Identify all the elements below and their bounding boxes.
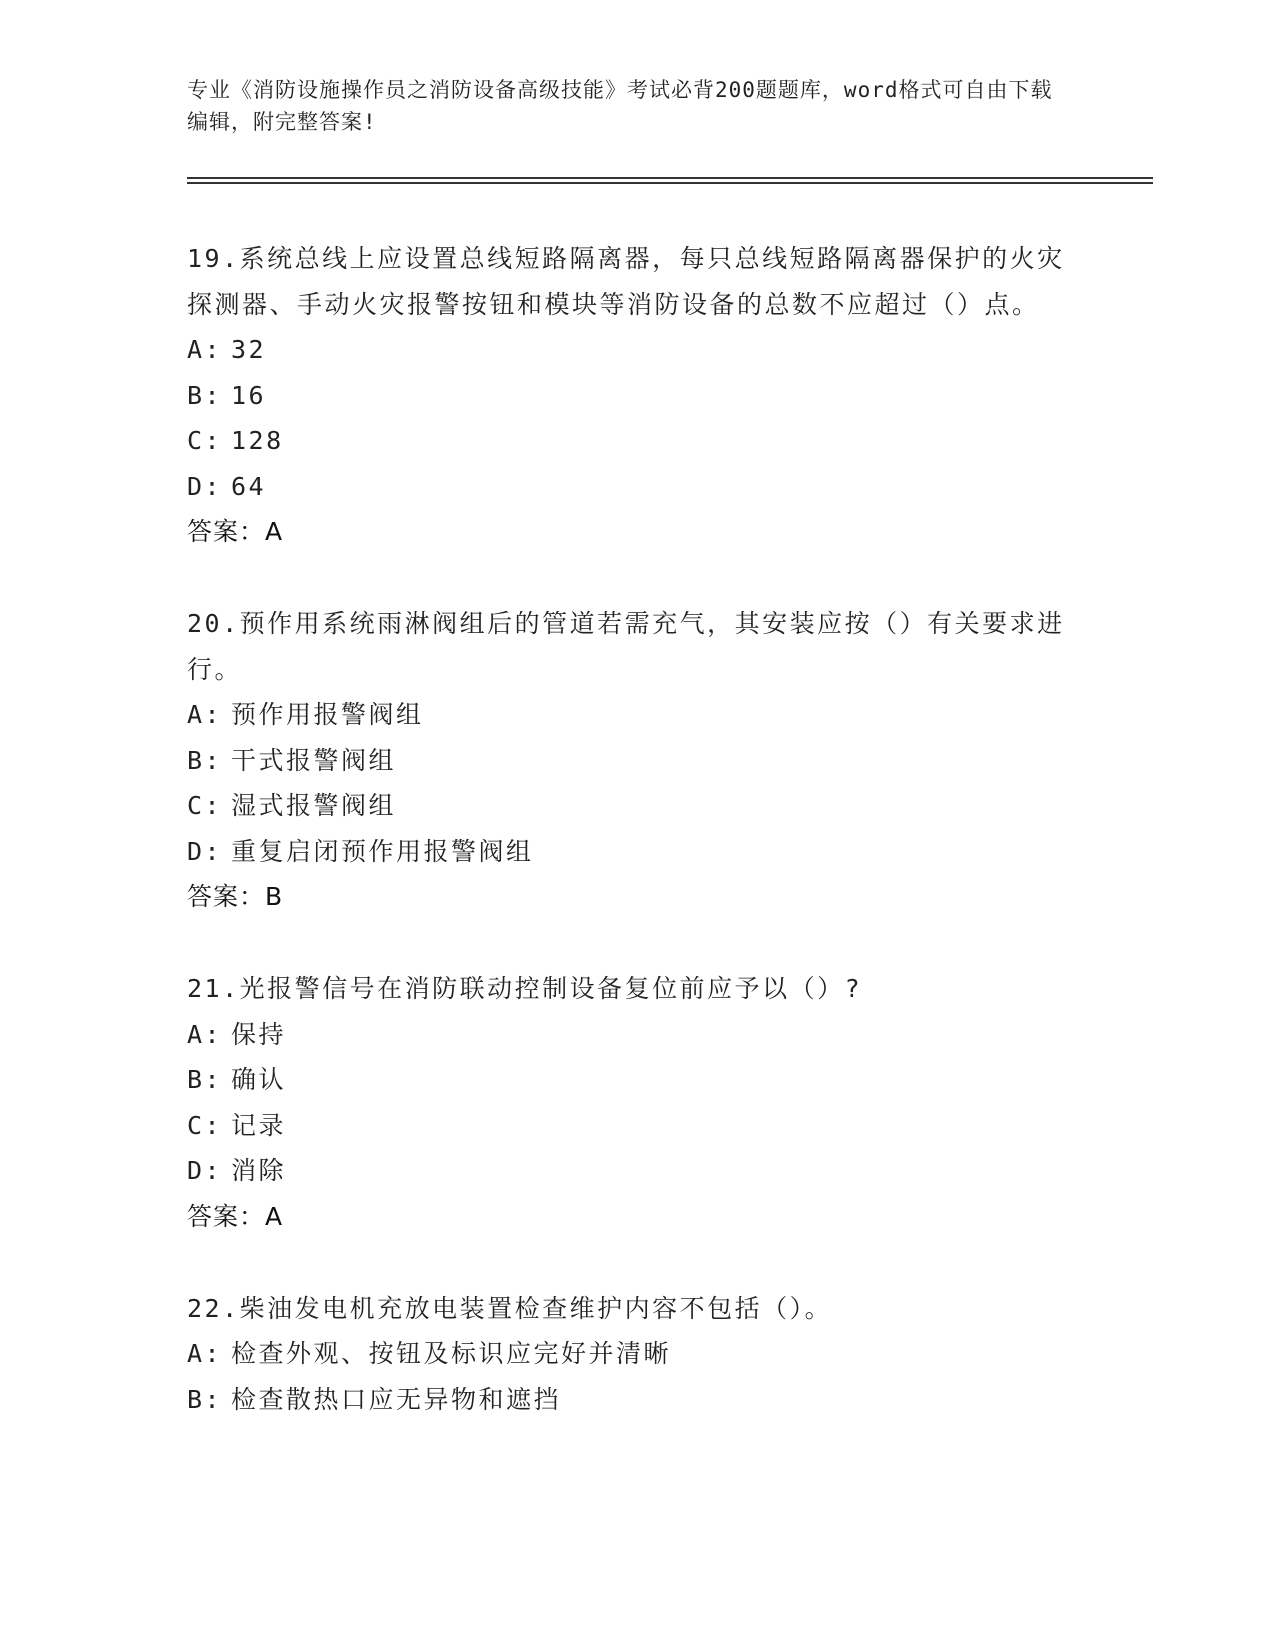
option-text: 检查散热口应无异物和遮挡: [231, 1384, 562, 1414]
question-22: [187, 1286, 1087, 1423]
option-text: 32: [231, 335, 267, 364]
option-key: C:: [187, 1110, 223, 1140]
option-b: [187, 373, 1087, 419]
option-key: C:: [187, 791, 223, 820]
question-19: [187, 236, 1087, 555]
option-key: A:: [187, 1019, 223, 1049]
answer-line: 答案：A: [187, 517, 284, 546]
option-key: A:: [187, 335, 223, 364]
option-b: [187, 1377, 1087, 1423]
option-c: [187, 418, 1087, 464]
option-text: 记录: [231, 1110, 287, 1140]
option-b: [187, 1057, 1087, 1103]
option-text: 确认: [231, 1065, 287, 1094]
option-key: C:: [187, 426, 223, 455]
option-text: 预作用报警阀组: [231, 700, 424, 729]
option-text: 128: [231, 426, 284, 455]
option-text: 保持: [231, 1019, 287, 1049]
option-key: D:: [187, 1156, 223, 1185]
option-key: B:: [187, 745, 223, 775]
header-text: 专业《消防设施操作员之消防设备高级技能》考试必背200题题库，word格式可自由下载编辑，附完整答案!: [187, 78, 1053, 134]
option-key: B:: [187, 380, 223, 410]
option-a: [187, 1331, 1087, 1377]
question-stem: 22.柴油发电机充放电装置检查维护内容不包括（）。: [187, 1293, 833, 1323]
option-key: A:: [187, 1339, 223, 1368]
option-text: 16: [231, 380, 267, 410]
option-text: 重复启闭预作用报警阀组: [231, 836, 534, 866]
option-text: 湿式报警阀组: [231, 791, 397, 820]
option-a: [187, 1012, 1087, 1058]
question-list: [187, 236, 1087, 1468]
option-c: [187, 783, 1087, 829]
header-divider-top: [187, 177, 1153, 179]
option-text: 检查外观、按钮及标识应完好并清晰: [231, 1339, 672, 1368]
question-stem: 19.系统总线上应设置总线短路隔离器，每只总线短路隔离器保护的火灾探测器、手动火灾报警按钮和模块等消防设备的总数不应超过（）点。: [187, 244, 1065, 319]
answer-line: 答案：B: [187, 882, 284, 911]
option-a: [187, 327, 1087, 373]
answer-line: 答案：A: [187, 1201, 284, 1231]
document-header: [187, 74, 1067, 138]
question-stem: 20.预作用系统雨淋阀组后的管道若需充气，其安装应按（）有关要求进行。: [187, 609, 1065, 684]
question-stem: 21.光报警信号在消防联动控制设备复位前应予以（）?: [187, 974, 863, 1003]
option-text: 消除: [231, 1156, 287, 1185]
option-text: 64: [231, 471, 267, 501]
option-d: [187, 1148, 1087, 1194]
question-20: [187, 601, 1087, 920]
question-21: [187, 966, 1087, 1240]
option-d: [187, 464, 1087, 510]
option-key: D:: [187, 471, 223, 501]
option-key: B:: [187, 1384, 223, 1414]
option-a: [187, 692, 1087, 738]
option-b: [187, 738, 1087, 784]
option-text: 干式报警阀组: [231, 745, 397, 775]
option-key: B:: [187, 1065, 223, 1094]
header-divider-bottom: [187, 182, 1153, 184]
option-key: D:: [187, 836, 223, 866]
option-c: [187, 1103, 1087, 1149]
option-d: [187, 829, 1087, 875]
option-key: A:: [187, 700, 223, 729]
